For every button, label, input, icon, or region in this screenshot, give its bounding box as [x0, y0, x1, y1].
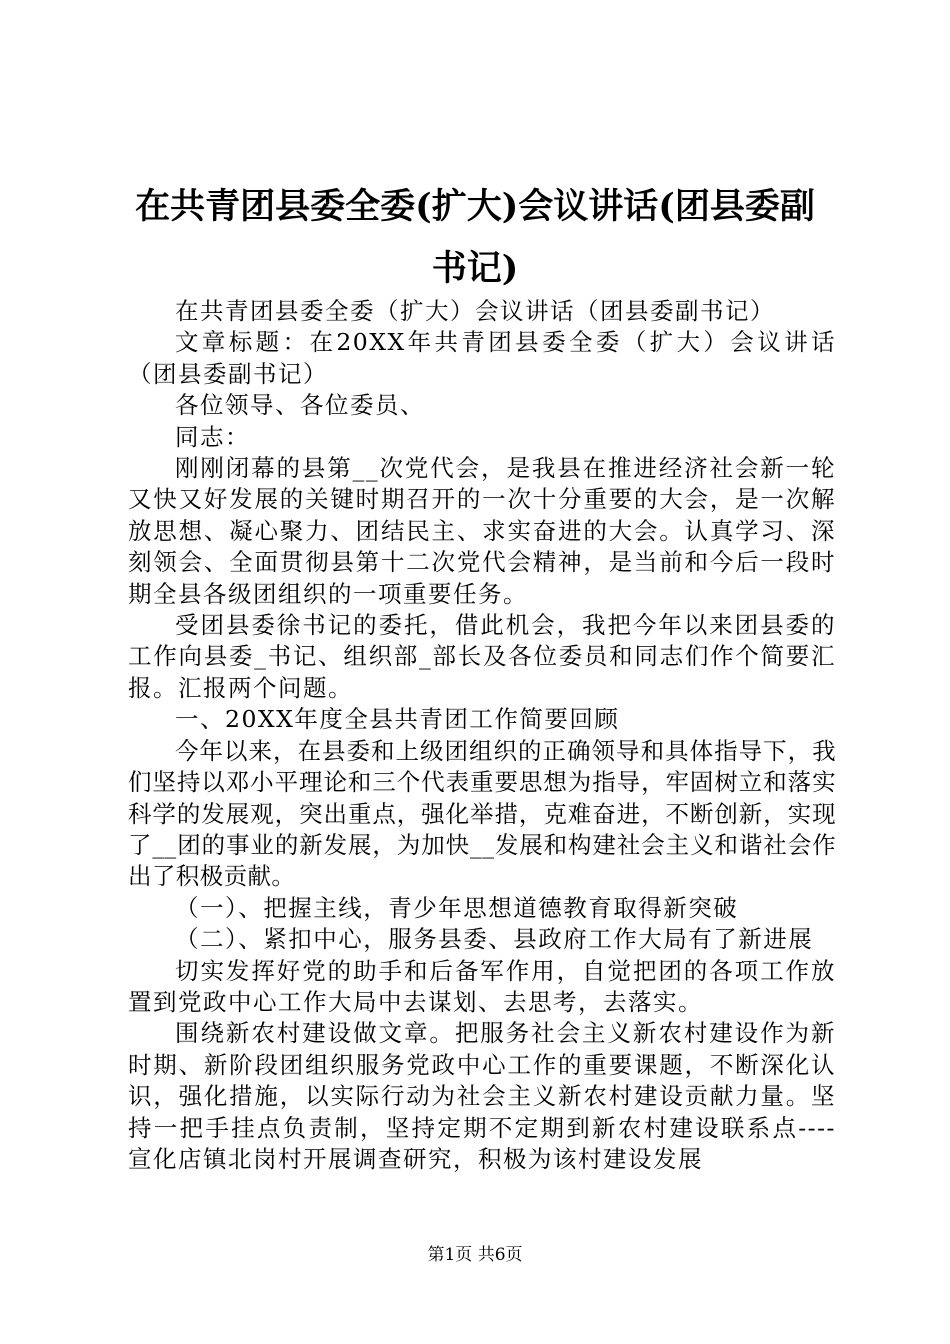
paragraph-congress: 刚刚闭幕的县第__次党代会，是我县在推进经济社会新一轮又快又好发展的关键时期召开的一次十分重要的大会，是一次解放思想、凝心聚力、团结民主、求实奋进的大会。认真学习、深刻领会、全面贯彻县第十二次党代会精神，是当前和今后一段时期全县各级团组织的一项重要任务。 — [128, 454, 836, 608]
document-title: 在共青团县委全委(扩大)会议讲话(团县委副书记) — [135, 186, 815, 289]
paragraph-salutation: 各位领导、各位委员、 — [175, 391, 425, 420]
paragraph-assistant-role: 切实发挥好党的助手和后备军作用，自觉把团的各项工作放置到党政中心工作大局中去谋划、去思考，去落实。 — [128, 956, 836, 1016]
subheading-serve-center: （二）、紧扣中心，服务县委、县政府工作大局有了新进展 — [175, 925, 814, 954]
paragraph-new-countryside: 围绕新农村建设做文章。把服务社会主义新农村建设作为新时期、新阶段团组织服务党政中心工作的重要课题，不断深化认识，强化措施，以实际行动为社会主义新农村建设贡献力量。坚持一把手挂点负责制，坚持定期不定期到新农村建设联系点----宣化店镇北岗村开展调查研究，积极为该村建设发展 — [128, 1019, 836, 1173]
page-footer: 第1页 共6页 — [427, 1245, 523, 1265]
section-heading-review: 一、20XX年度全县共青团工作简要回顾 — [175, 705, 620, 734]
subheading-moral-education: （一）、把握主线，青少年思想道德教育取得新突破 — [175, 893, 739, 922]
paragraph-review: 今年以来，在县委和上级团组织的正确领导和具体指导下，我们坚持以邓小平理论和三个代表重要思想为指导，牢固树立和落实科学的发展观，突出重点，强化举措，克难奋进，不断创新，实现了__团的事业的新发展，为加快__发展和构建社会主义和谐社会作出了积极贡献。 — [128, 736, 836, 891]
paragraph-salutation-comrades: 同志： — [175, 422, 250, 451]
paragraph-article-title: 文章标题：在20XX年共青团县委全委（扩大）会议讲话（团县委副书记） — [128, 328, 836, 388]
paragraph-report-intro: 受团县委徐书记的委托，借此机会，我把今年以来团县委的工作向县委_书记、组织部_部长及各位委员和同志们作个简要汇报。汇报两个问题。 — [128, 611, 836, 702]
document-body — [128, 296, 836, 1175]
paragraph-heading-repeat: 在共青团县委全委（扩大）会议讲话（团县委副书记） — [175, 297, 775, 325]
